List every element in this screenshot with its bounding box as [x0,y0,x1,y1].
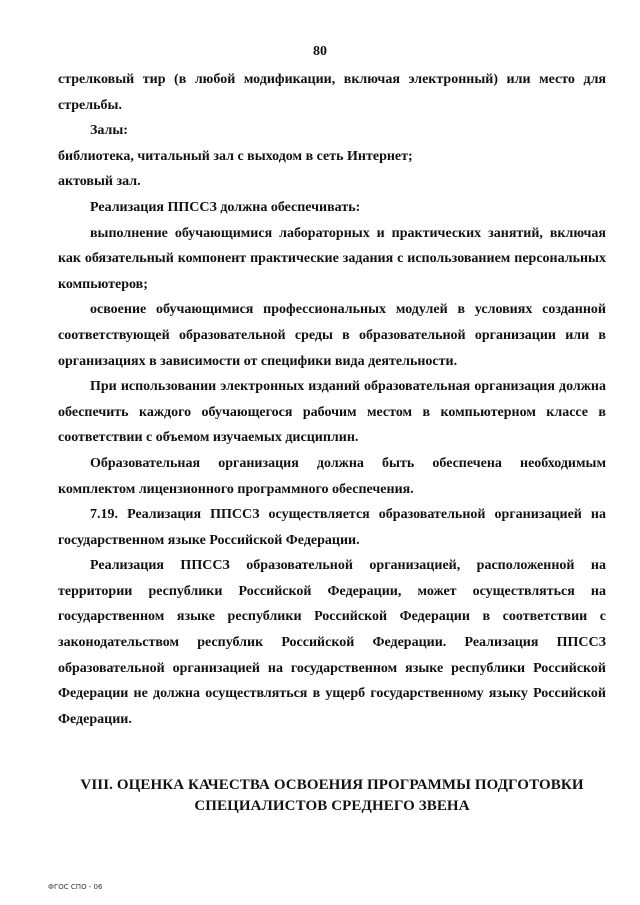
body-text [58,67,606,732]
paragraph-lab-work: выполнение обучающимися лабораторных и практических занятий, включая как обязательный компонент практические задания с использованием персональных компьютеров; [58,225,606,292]
page-number: 80 [313,44,327,59]
paragraph-implementation-intro: Реализация ППССЗ должна обеспечивать: [90,199,361,215]
section-heading [40,775,624,817]
paragraph-shooting-range: стрелковый тир (в любой модификации, включая электронный) или место для стрельбы. [58,72,606,113]
section-heading-line-2: СПЕЦИАЛИСТОВ СРЕДНЕГО ЗВЕНА [194,798,470,814]
paragraph-state-language: 7.19. Реализация ППССЗ осуществляется образовательной организацией на государственном языке Российской Федерации. [58,507,606,548]
footer-code: ФГОС СПО - 06 [48,883,103,891]
paragraph-electronic-publications: При использовании электронных изданий образовательная организация должна обеспечить каждого обучающегося рабочим местом в компьютерном классе в соответствии с объемом изучаемых дисциплин. [58,379,606,446]
paragraph-halls-heading: Залы: [90,123,128,139]
paragraph-modules: освоение обучающимися профессиональных модулей в условиях созданной соответствующей образовательной среды в образовательной организации или в организациях в зависимости от специфики вида деятельности. [58,302,606,369]
section-heading-line-1: VIII. ОЦЕНКА КАЧЕСТВА ОСВОЕНИЯ ПРОГРАММЫ ПОДГОТОВКИ [80,777,584,793]
paragraph-library: библиотека, читальный зал с выходом в сеть Интернет; [58,148,413,164]
paragraph-republic-language: Реализация ППССЗ образовательной организацией, расположенной на территории республики Российской Федерации, может осуществляться на государственном языке республики Российской Федерации в соответствии с законодательством республик Российской Федерации. Реализация ППССЗ образовательной организацией на государственном языке республики Российской Федерации не должна осуществляться в ущерб государственному языку Российской Федерации. [58,558,606,727]
paragraph-software: Образовательная организация должна быть обеспечена необходимым комплектом лицензионного программного обеспечения. [58,455,606,497]
paragraph-assembly-hall: актовый зал. [58,174,141,190]
